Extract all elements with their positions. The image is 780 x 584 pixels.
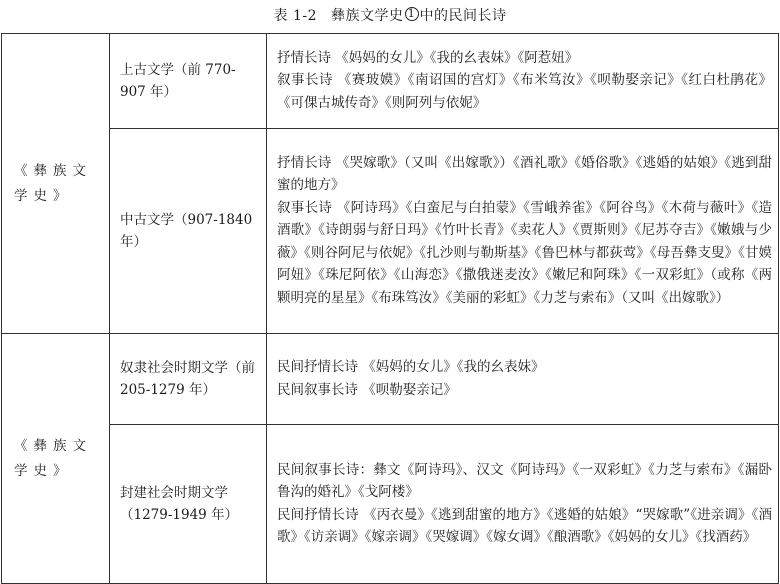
works-line: 抒情长诗 《妈妈的女儿》《我的幺表妹》《阿惹妞》 — [277, 49, 579, 66]
table-row — [2, 425, 779, 584]
caption-title-part2: 中的民间长诗 — [419, 8, 507, 24]
period-cell: 中古文学（907-1840 年） — [110, 129, 267, 334]
period-cell: 封建社会时期文学（1279-1949 年） — [110, 425, 267, 584]
footnote-marker: 1 — [405, 7, 419, 21]
works-line: 民间叙事长诗 《呗勒娶亲记》 — [277, 381, 457, 398]
works-cell — [267, 34, 779, 129]
table-number: 表 1-2 — [273, 8, 317, 24]
works-cell — [267, 334, 779, 425]
works-line: 民间叙事长诗：彝文《阿诗玛》、汉文《阿诗玛》《一双彩虹》《力芝与索布》《漏卧鲁沟的婚礼》《戈阿楼》 — [277, 461, 772, 500]
table-row — [2, 34, 779, 129]
works-line: 民间抒情长诗 《妈妈的女儿》《我的幺表妹》 — [277, 359, 545, 375]
works-text — [277, 459, 772, 549]
table-row — [2, 129, 779, 334]
works-text — [277, 47, 772, 115]
literature-table — [1, 33, 779, 584]
works-line: 抒情长诗 《哭嫁歌》（又叫《出嫁歌》）《酒礼歌》《婚俗歌》《逃婚的姑娘》《逃到甜蜜的地方》 — [277, 154, 772, 194]
works-cell — [267, 425, 779, 584]
period-cell: 上古文学（前 770-907 年） — [110, 34, 267, 129]
works-line: 民间抒情长诗 《丙衣曼》《逃到甜蜜的地方》《逃婚的姑娘》“哭嫁歌”《进亲调》《酒歌》《访亲调》《嫁亲调》《哭嫁调》《嫁女调》《酿酒歌》《妈妈的女儿》《找酒药》 — [277, 506, 772, 545]
works-line: 叙事长诗 《赛玻嫫》《南诏国的宫灯》《布米笃汝》《呗勒娶亲记》《红白杜鹃花》《可倮古城传奇》《则阿列与依妮》 — [277, 72, 772, 111]
period-cell: 奴隶社会时期文学（前 205-1279 年） — [110, 334, 267, 425]
table-caption — [0, 6, 780, 26]
table-row — [2, 334, 779, 425]
works-text — [277, 152, 772, 310]
works-line: 叙事长诗 《阿诗玛》《白蛮尼与白拍蒙》《雪峨养雀》《阿谷鸟》《木荷与薇叶》《造酒歌》《诗朗弱与舒日玛》《竹叶长青》《卖花人》《贾斯则》《尼苏夺吉》《嫩娥与少薇》《则谷阿尼与依妮》《扎沙则与勒斯基》《鲁巴林与都荻莺》《母吾彝支叟》《甘嫫阿妞》《珠尼阿依》《山海恋》《撒俄迷麦汝》《嫩尼和阿珠》《一双彩虹》（或称《两颗明亮的星星》《布珠笃汝》《美丽的彩虹》《力芝与索布》（又叫《出嫁歌》） — [277, 199, 772, 306]
caption-title-part1: 彝族文学史 — [331, 8, 404, 24]
book-title-cell: 《彝族文学史》 — [2, 334, 110, 584]
works-text — [277, 356, 772, 401]
works-cell — [267, 129, 779, 334]
book-title-cell: 《彝族文学史》 — [2, 34, 110, 334]
